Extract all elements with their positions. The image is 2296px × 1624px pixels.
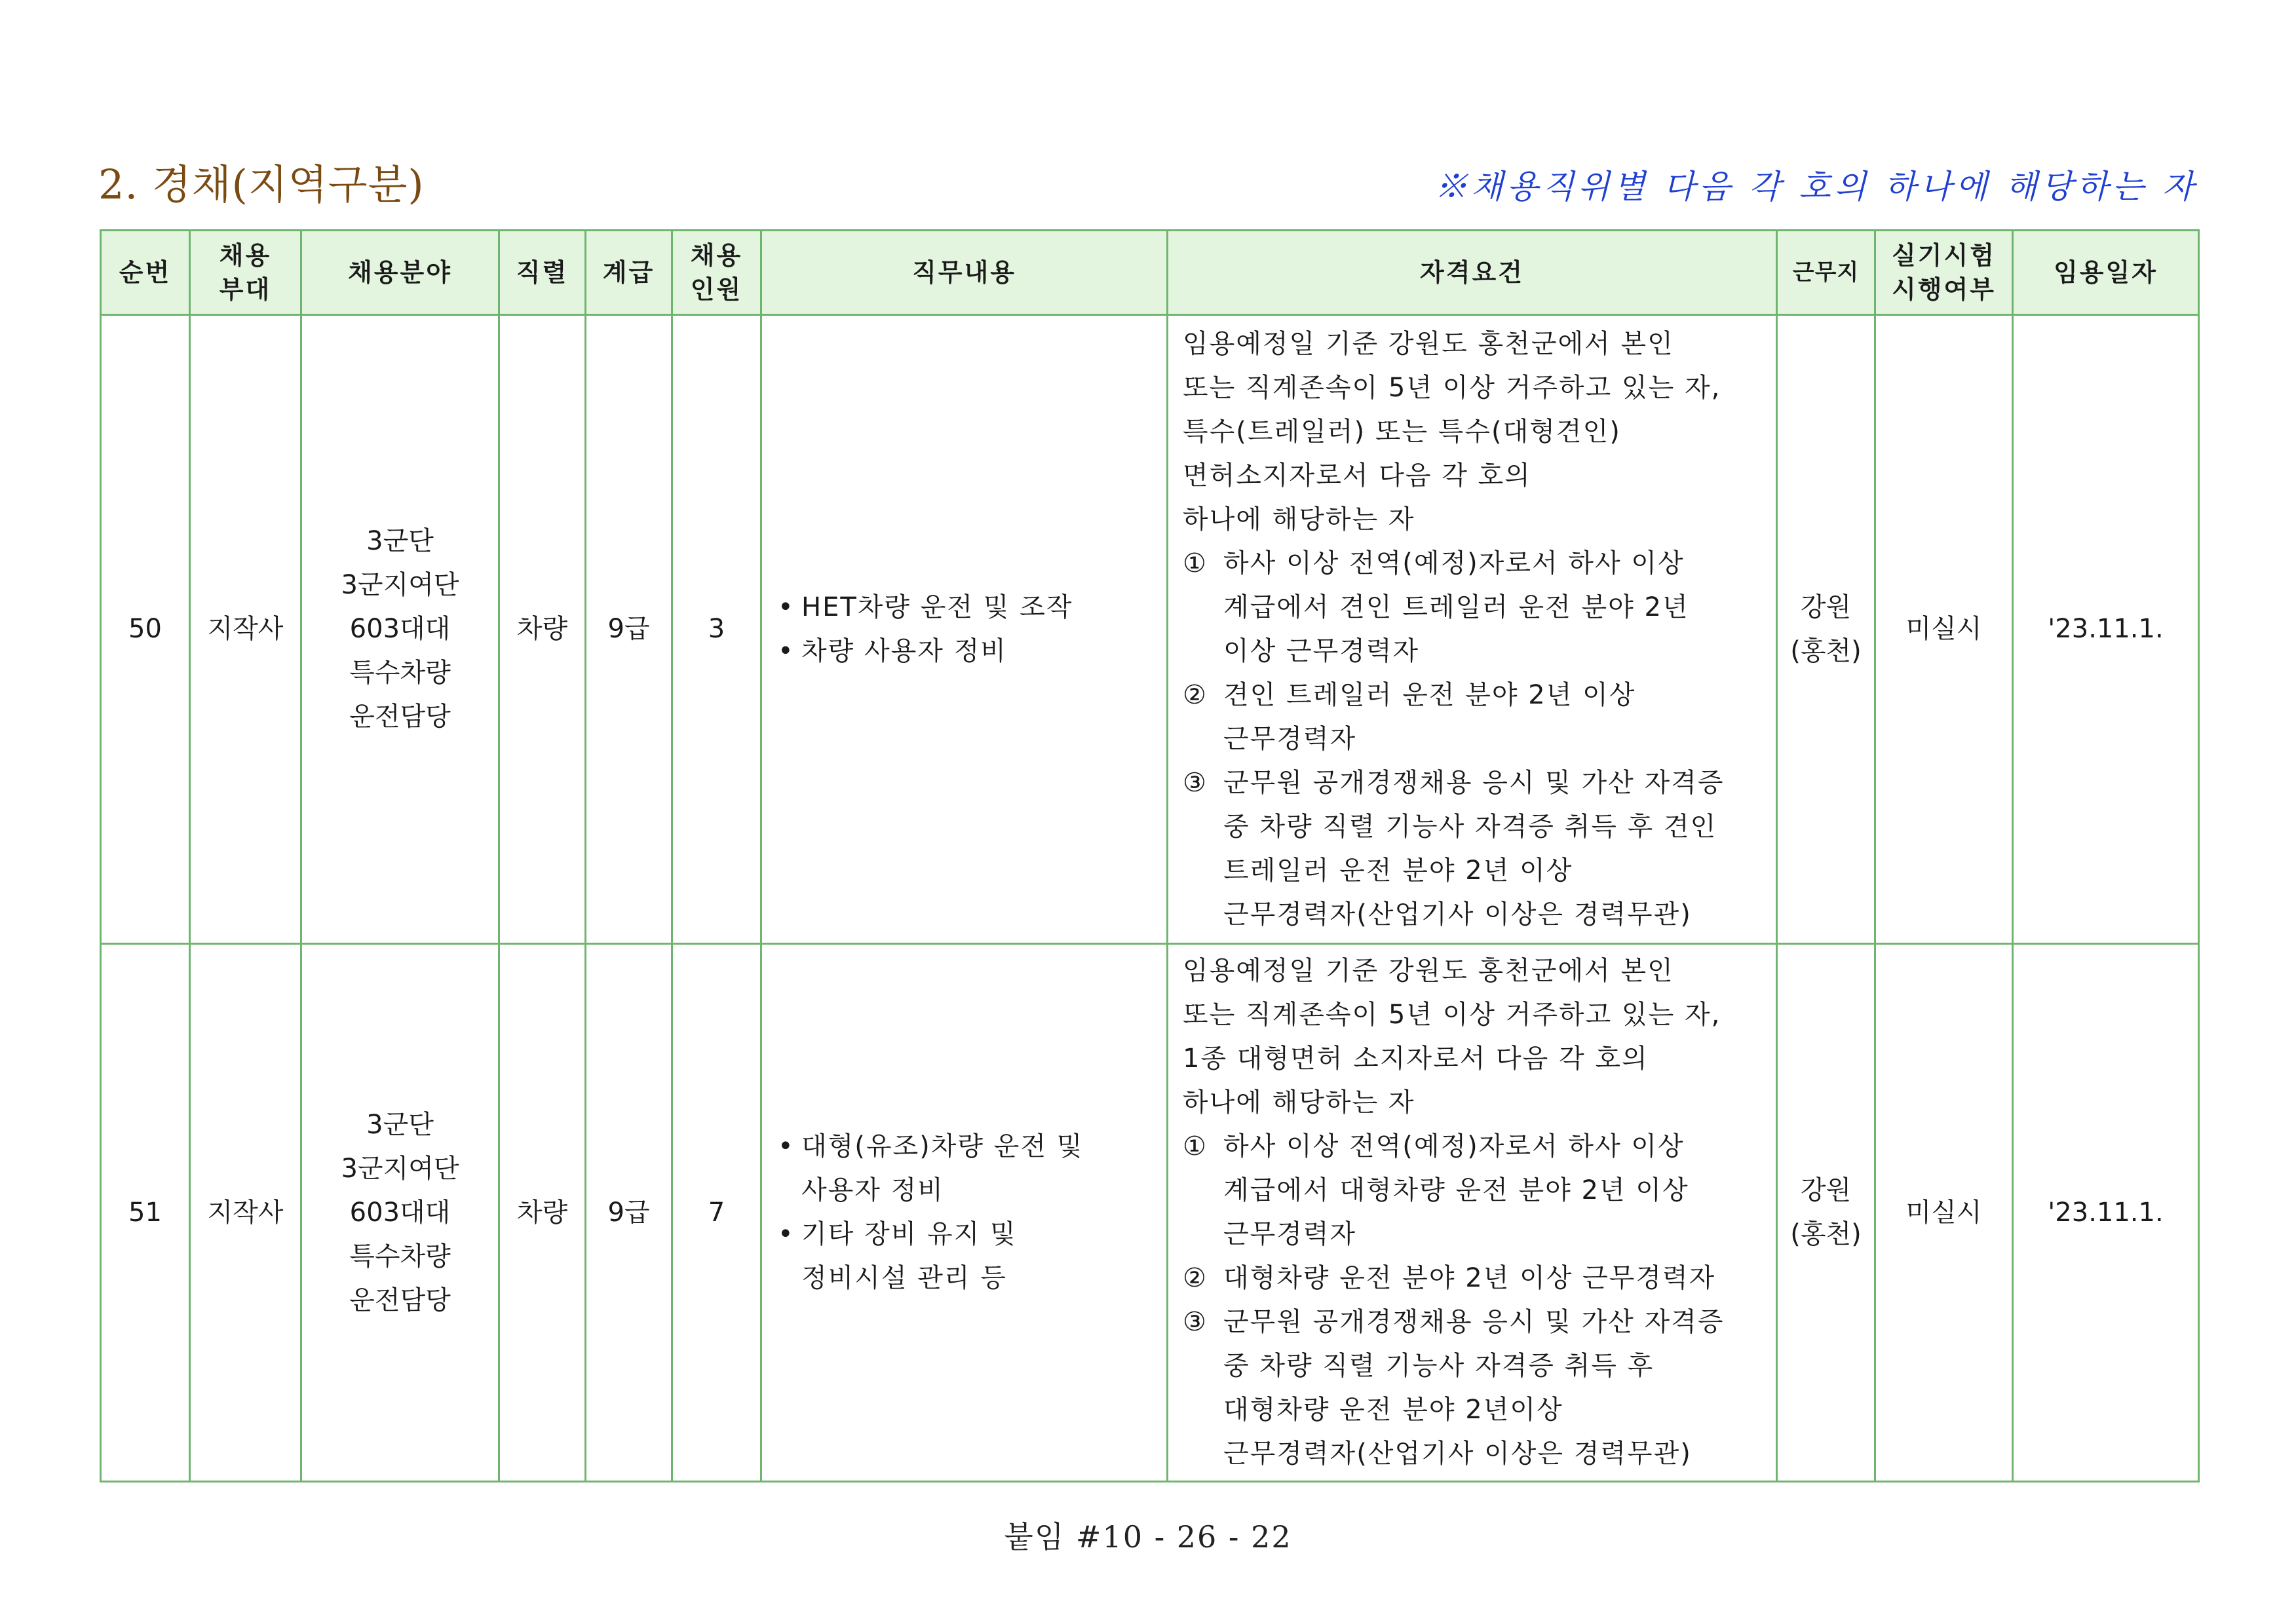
header-date: 임용일자	[2013, 231, 2199, 315]
cell-dept: 지작사	[190, 315, 301, 944]
section-note: ※채용직위별 다음 각 호의 하나에 해당하는 자	[1434, 168, 2198, 206]
cell-location: 강원 (홍천)	[1777, 944, 1875, 1482]
header-duty: 직무내용	[761, 231, 1168, 315]
duty-item: • HET차량 운전 및 조작	[775, 586, 1166, 630]
header-seq: 순번	[101, 231, 190, 315]
cell-date: '23.11.1.	[2013, 944, 2199, 1482]
page-footer: 붙임 #10 - 26 - 22	[1004, 1519, 1292, 1555]
cell-field: 3군단 3군지여단 603대대 특수차량 운전담당	[301, 315, 499, 944]
header-grade: 계급	[586, 231, 672, 315]
header-count: 채용 인원	[672, 231, 761, 315]
cell-practical: 미실시	[1875, 944, 2013, 1482]
qualification-item: ② 견인 트레일러 운전 분야 2년 이상 근무경력자	[1183, 679, 1636, 754]
cell-duty	[761, 315, 1168, 944]
duty-item: • 대형(유조)차량 운전 및 사용자 정비	[775, 1125, 1166, 1213]
qualification-item: ③ 군무원 공개경쟁채용 응시 및 가산 자격증 중 차량 직렬 기능사 자격증 취득 후 견인 트레일러 운전 분야 2년 이상 근무경력자(산업기사 이상은 경력무관)	[1183, 767, 1725, 930]
qualification-intro: 임용예정일 기준 강원도 홍천군에서 본인 또는 직계존속이 5년 이상 거주하고 있는 자, 1종 대형면허 소지자로서 다음 각 호의 하나에 해당하는 자	[1183, 956, 1721, 1118]
table-row	[101, 944, 2199, 1482]
cell-date: '23.11.1.	[2013, 315, 2199, 944]
header-field: 채용분야	[301, 231, 499, 315]
cell-grade: 9급	[586, 944, 672, 1482]
qualification-item: ② 대형차량 운전 분야 2년 이상 근무경력자	[1183, 1263, 1716, 1293]
duty-item: • 차량 사용자 정비	[775, 630, 1166, 673]
cell-grade: 9급	[586, 315, 672, 944]
header-series: 직렬	[499, 231, 586, 315]
header-location: 근무지	[1777, 231, 1875, 315]
cell-dept: 지작사	[190, 944, 301, 1482]
cell-location: 강원 (홍천)	[1777, 315, 1875, 944]
duty-item: • 기타 장비 유지 및 정비시설 관리 등	[775, 1213, 1166, 1300]
cell-practical: 미실시	[1875, 315, 2013, 944]
cell-field: 3군단 3군지여단 603대대 특수차량 운전담당	[301, 944, 499, 1482]
section-title: 2. 경채(지역구분)	[98, 161, 425, 208]
table-row	[101, 315, 2199, 944]
header-dept: 채용 부대	[190, 231, 301, 315]
cell-count: 3	[672, 315, 761, 944]
cell-duty	[761, 944, 1168, 1482]
cell-seq: 50	[101, 315, 190, 944]
header-practical: 실기시험 시행여부	[1875, 231, 2013, 315]
cell-seq: 51	[101, 944, 190, 1482]
cell-qualification	[1168, 944, 1777, 1482]
qualification-intro: 임용예정일 기준 강원도 홍천군에서 본인 또는 직계존속이 5년 이상 거주하고 있는 자, 특수(트레일러) 또는 특수(대형견인) 면허소지자로서 다음 각 호의 하나에 해당하는 자	[1183, 328, 1721, 535]
cell-series: 차량	[499, 944, 586, 1482]
cell-count: 7	[672, 944, 761, 1482]
recruitment-table	[100, 229, 2200, 1482]
cell-qualification	[1168, 315, 1777, 944]
qualification-item: ① 하사 이상 전역(예정)자로서 하사 이상 계급에서 대형차량 운전 분야 2년 이상 근무경력자	[1183, 1131, 1689, 1249]
header-row	[101, 231, 2199, 315]
header-qual: 자격요건	[1168, 231, 1777, 315]
qualification-item: ① 하사 이상 전역(예정)자로서 하사 이상 계급에서 견인 트레일러 운전 분야 2년 이상 근무경력자	[1183, 548, 1689, 666]
cell-series: 차량	[499, 315, 586, 944]
qualification-item: ③ 군무원 공개경쟁채용 응시 및 가산 자격증 중 차량 직렬 기능사 자격증 취득 후 대형차량 운전 분야 2년이상 근무경력자(산업기사 이상은 경력무관)	[1183, 1307, 1725, 1469]
